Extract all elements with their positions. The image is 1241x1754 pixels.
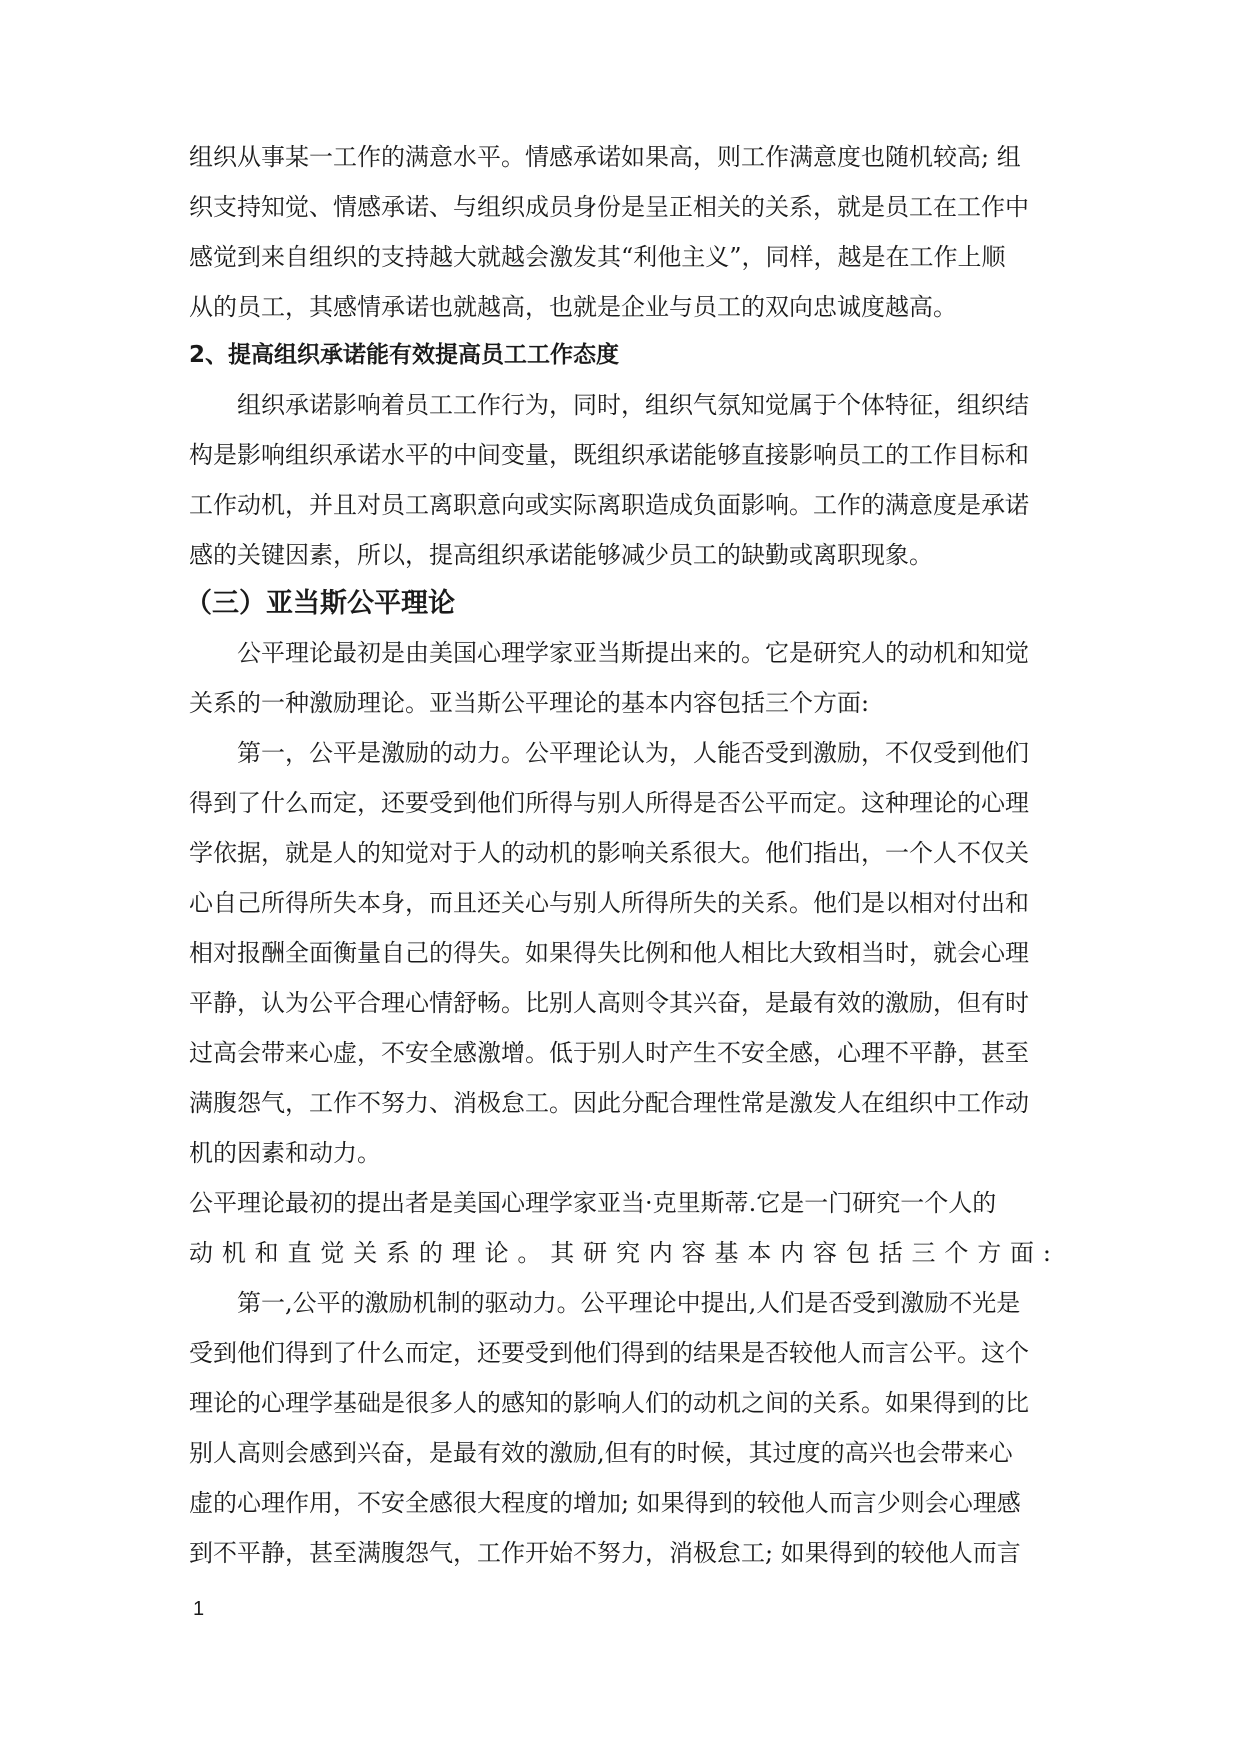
paragraph-line: 第一,公平的激励机制的驱动力。公平理论中提出,人们是否受到激励不光是: [237, 1289, 1021, 1317]
paragraph-line: 组织从事某一工作的满意水平。情感承诺如果高，则工作满意度也随机较高; 组: [189, 143, 1021, 171]
paragraph-line: 满腹怨气，工作不努力、消极怠工。因此分配合理性常是激发人在组织中工作动: [189, 1089, 1029, 1117]
paragraph-line: 动机和直觉关系的理论。其研究内容基本内容包括三个方面:: [189, 1239, 1051, 1267]
page-number: 1: [193, 1598, 205, 1620]
paragraph-line: 工作动机，并且对员工离职意向或实际离职造成负面影响。工作的满意度是承诺: [189, 491, 1029, 519]
paragraph-line: 心自己所得所失本身，而且还关心与别人所得所失的关系。他们是以相对付出和: [189, 889, 1029, 917]
paragraph-line: 公平理论最初的提出者是美国心理学家亚当·克里斯蒂.它是一门研究一个人的: [189, 1189, 997, 1217]
paragraph-line: 学依据，就是人的知觉对于人的动机的影响关系很大。他们指出，一个人不仅关: [189, 839, 1029, 867]
paragraph-line: 到不平静，甚至满腹怨气，工作开始不努力，消极怠工; 如果得到的较他人而言: [189, 1539, 1021, 1567]
paragraph-line: 公平理论最初是由美国心理学家亚当斯提出来的。它是研究人的动机和知觉: [237, 639, 1029, 667]
paragraph-line: 关系的一种激励理论。亚当斯公平理论的基本内容包括三个方面:: [189, 689, 870, 717]
paragraph-line: 第一，公平是激励的动力。公平理论认为，人能否受到激励，不仅受到他们: [237, 739, 1029, 767]
paragraph-line: 构是影响组织承诺水平的中间变量，既组织承诺能够直接影响员工的工作目标和: [189, 441, 1029, 469]
paragraph-line: 虚的心理作用，不安全感很大程度的增加; 如果得到的较他人而言少则会心理感: [189, 1489, 1021, 1517]
chapter-heading: （三）亚当斯公平理论: [185, 588, 455, 619]
section-heading: 2、提高组织承诺能有效提高员工工作态度: [189, 342, 620, 368]
paragraph-line: 从的员工，其感情承诺也就越高，也就是企业与员工的双向忠诚度越高。: [189, 293, 957, 321]
paragraph-line: 理论的心理学基础是很多人的感知的影响人们的动机之间的关系。如果得到的比: [189, 1389, 1029, 1417]
paragraph-line: 机的因素和动力。: [189, 1139, 381, 1167]
paragraph-line: 得到了什么而定，还要受到他们所得与别人所得是否公平而定。这种理论的心理: [189, 789, 1029, 817]
paragraph-line: 过高会带来心虚，不安全感激增。低于别人时产生不安全感，心理不平静，甚至: [189, 1039, 1029, 1067]
paragraph-line: 感觉到来自组织的支持越大就越会激发其“利他主义”，同样，越是在工作上顺: [189, 243, 1006, 271]
paragraph-line: 相对报酬全面衡量自己的得失。如果得失比例和他人相比大致相当时，就会心理: [189, 939, 1029, 967]
paragraph-line: 别人高则会感到兴奋，是最有效的激励,但有的时候，其过度的高兴也会带来心: [189, 1439, 1013, 1467]
paragraph-line: 组织承诺影响着员工工作行为，同时，组织气氛知觉属于个体特征，组织结: [237, 391, 1029, 419]
paragraph-line: 织支持知觉、情感承诺、与组织成员身份是呈正相关的关系，就是员工在工作中: [189, 193, 1029, 221]
paragraph-line: 平静，认为公平合理心情舒畅。比别人高则令其兴奋，是最有效的激励，但有时: [189, 989, 1029, 1017]
paragraph-line: 受到他们得到了什么而定，还要受到他们得到的结果是否较他人而言公平。这个: [189, 1339, 1029, 1367]
paragraph-line: 感的关键因素，所以，提高组织承诺能够减少员工的缺勤或离职现象。: [189, 541, 933, 569]
